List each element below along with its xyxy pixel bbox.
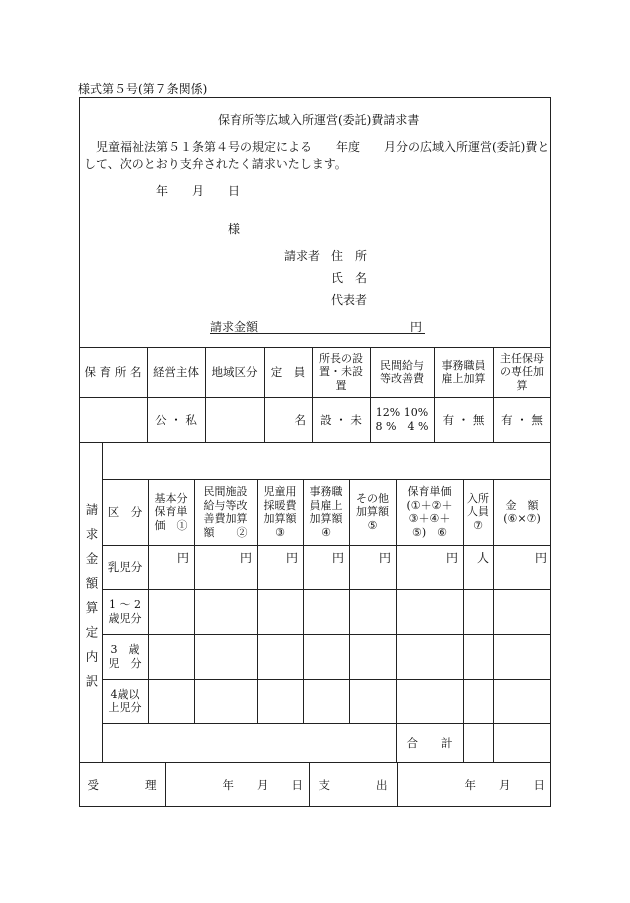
value-wage-improvement[interactable]: 12% 10% 8 % 4 % [375, 406, 429, 433]
rule [102, 545, 551, 546]
claim-amount-label: 請求金額 [210, 320, 259, 334]
calc-header-enrolled: 入所 人員 ⑦ [467, 491, 489, 532]
claim-amount-underline [210, 333, 425, 334]
calc-side-label-text: 請求金額算定内訳 [84, 503, 99, 699]
claimant-representative-label: 代表者 [331, 293, 368, 307]
value-facility-name[interactable] [79, 397, 147, 442]
date-line: 年 月 日 [156, 184, 241, 198]
calc-header-base-unit: 基本分 保育単 価 ① [154, 491, 188, 532]
unit-other: 円 [379, 551, 392, 565]
rule [102, 589, 551, 590]
form-number-label: 様式第５号(第７条関係) [78, 82, 208, 96]
unit-unit-total: 円 [446, 551, 459, 565]
form-frame [79, 97, 551, 807]
calc-header-clerk-addition: 事務職 員雇上 加算額 ④ [309, 485, 343, 539]
unit-enrolled: 人 [477, 551, 490, 565]
header-director: 所長の設 置・未設 置 [319, 351, 363, 392]
header-facility-name: 保 育 所 名 [84, 365, 142, 379]
claimant-address-label: 住 所 [331, 249, 368, 263]
unit-amount: 円 [535, 551, 548, 565]
calc-header-unit-total: 保育単価 (①＋②＋ ③＋④＋ ⑤) ⑥ [406, 485, 453, 539]
rule [102, 679, 551, 680]
unit-wage: 円 [240, 551, 253, 565]
value-clerk-addition[interactable]: 有 ・ 無 [442, 412, 485, 427]
value-chief-nurse-addition[interactable]: 有 ・ 無 [501, 412, 543, 427]
unit-base: 円 [177, 551, 190, 565]
value-operator[interactable]: 公 ・ 私 [155, 412, 197, 427]
unit-heating: 円 [286, 551, 299, 565]
calc-header-amount: 金 額 (⑥×⑦) [503, 498, 541, 525]
total-label: 合 計 [406, 735, 453, 750]
unit-clerk: 円 [332, 551, 345, 565]
addressee-suffix: 様 [228, 222, 241, 236]
calc-header-wage-addition: 民間施設 給与等改 善費加算 額 ② [203, 485, 248, 539]
calc-side-label [80, 440, 102, 762]
header-clerk-addition: 事務職員 雇上加算 [441, 358, 486, 385]
value-capacity[interactable]: 名 [294, 412, 306, 427]
rule [102, 634, 551, 635]
calc-row-age-4-plus: 4歳以 上児分 [108, 687, 142, 714]
form-title: 保育所等広域入所運営(委託)費請求書 [218, 113, 420, 127]
calc-header-heating-addition: 児童用 採暖費 加算額 ③ [263, 485, 297, 539]
rule [102, 723, 551, 724]
body-line-2: して、次のとおり支弁されたく請求いたします。 [84, 157, 347, 171]
body-line-1: 児童福祉法第５１条第４号の規定による 年度 月分の広域入所運営(委託)費と [96, 140, 550, 154]
claim-amount-unit: 円 [410, 320, 423, 334]
footer-paid-label: 支 出 [318, 777, 388, 792]
calc-header-category: 区 分 [107, 505, 143, 519]
header-capacity: 定 員 [270, 365, 306, 379]
value-region[interactable] [205, 397, 264, 442]
footer-paid-date[interactable]: 年 月 日 [464, 777, 545, 792]
claimant-name-label: 氏 名 [331, 271, 368, 285]
calc-header-other-addition: その他 加算額 ⑤ [356, 491, 389, 532]
calc-row-age-1-2: 1 ～ 2 歳児分 [108, 598, 142, 625]
footer-received-date[interactable]: 年 月 日 [222, 777, 303, 792]
header-chief-nurse-addition: 主任保母 の専任加 算 [500, 351, 544, 392]
header-wage-improvement: 民間給与 等改善費 [380, 358, 424, 385]
claimant-label: 請求者 [284, 249, 321, 263]
value-director[interactable]: 設 ・ 未 [320, 412, 362, 427]
header-region: 地域区分 [211, 365, 258, 379]
header-operator: 経営主体 [153, 365, 199, 379]
footer-received-label: 受 理 [87, 777, 157, 792]
calc-row-age-3: 3 歳 児 分 [108, 643, 142, 670]
calc-row-infant: 乳児分 [107, 560, 143, 574]
rule [79, 442, 551, 443]
